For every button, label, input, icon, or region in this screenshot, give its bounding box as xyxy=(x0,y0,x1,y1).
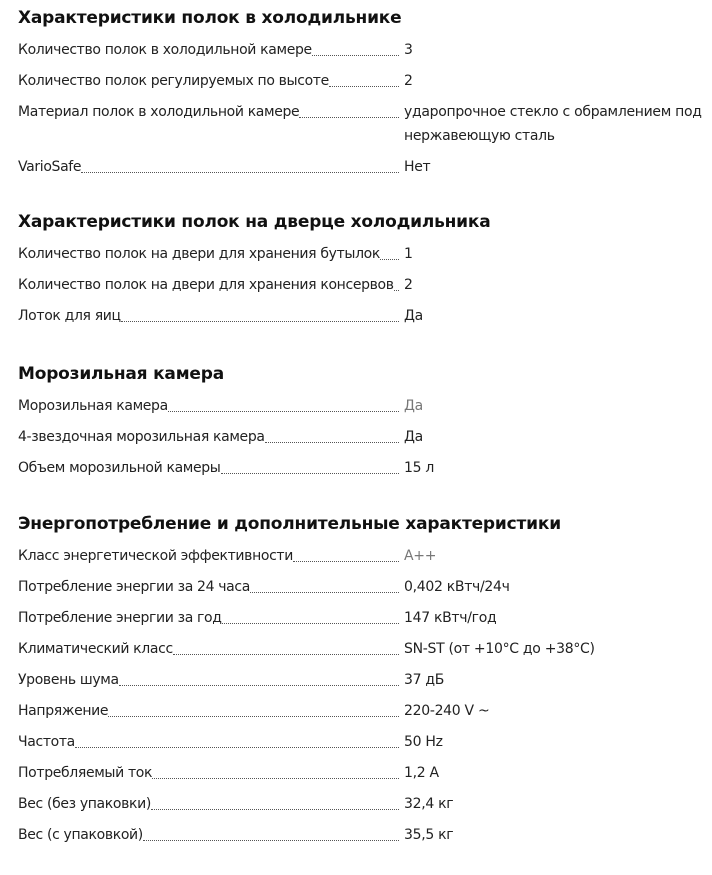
dotted-leader xyxy=(152,777,399,779)
spec-label: Напряжение xyxy=(18,703,109,719)
dotted-leader xyxy=(312,54,399,56)
dotted-leader xyxy=(250,591,399,593)
dotted-leader xyxy=(265,441,399,443)
spec-value: 2 xyxy=(404,73,413,89)
spec-value: SN-ST (от +10°C до +38°C) xyxy=(404,641,595,657)
spec-label: Потребляемый ток xyxy=(18,765,153,781)
dotted-leader xyxy=(222,622,399,624)
spec-label: Вес (с упаковкой) xyxy=(18,827,143,843)
spec-value: 3 xyxy=(404,42,413,58)
dotted-leader xyxy=(151,808,399,810)
dotted-leader xyxy=(394,289,399,291)
dotted-leader xyxy=(293,560,399,562)
spec-value: 220-240 V ~ xyxy=(404,703,490,719)
section-title: Характеристики полок в холодильнике xyxy=(18,8,402,28)
spec-row xyxy=(18,38,712,62)
spec-row xyxy=(18,425,712,449)
spec-value: 37 дБ xyxy=(404,672,445,688)
section-fridge-shelves xyxy=(18,6,712,186)
spec-value: 2 xyxy=(404,277,413,293)
spec-row xyxy=(18,637,712,661)
dotted-leader xyxy=(121,320,399,322)
spec-label: Потребление энергии за 24 часа xyxy=(18,579,250,595)
spec-row xyxy=(18,823,712,847)
spec-label: Объем морозильной камеры xyxy=(18,460,221,476)
spec-row xyxy=(18,100,712,148)
spec-label: Морозильная камера xyxy=(18,398,168,414)
spec-row xyxy=(18,699,712,723)
spec-row xyxy=(18,304,712,328)
spec-value: 147 кВтч/год xyxy=(404,610,497,626)
spec-row xyxy=(18,544,712,568)
section-title: Энергопотребление и дополнительные характеристики xyxy=(18,514,561,534)
spec-row xyxy=(18,761,712,785)
spec-value: 1 xyxy=(404,246,413,262)
spec-value: A++ xyxy=(404,548,437,564)
spec-label: Количество полок регулируемых по высоте xyxy=(18,73,329,89)
dotted-leader xyxy=(75,746,399,748)
spec-row xyxy=(18,155,712,179)
spec-label: Уровень шума xyxy=(18,672,119,688)
spec-row xyxy=(18,273,712,297)
spec-value: 0,402 кВтч/24ч xyxy=(404,579,510,595)
spec-label: VarioSafe xyxy=(18,159,82,175)
spec-row xyxy=(18,668,712,692)
spec-row xyxy=(18,394,712,418)
section-freezer xyxy=(18,362,712,487)
spec-row xyxy=(18,792,712,816)
dotted-leader xyxy=(173,653,399,655)
spec-label: Потребление энергии за год xyxy=(18,610,222,626)
dotted-leader xyxy=(168,410,399,412)
spec-value: ударопрочное стекло с обрамлением под нержавеющую сталь xyxy=(404,104,702,144)
dotted-leader xyxy=(143,839,399,841)
section-title: Характеристики полок на дверце холодильника xyxy=(18,212,491,232)
spec-label: Количество полок на двери для хранения консервов xyxy=(18,277,394,293)
spec-value: Да xyxy=(404,398,423,414)
dotted-leader xyxy=(329,85,399,87)
spec-label: Класс энергетической эффективности xyxy=(18,548,293,564)
spec-label: Климатический класс xyxy=(18,641,173,657)
spec-value: 15 л xyxy=(404,460,435,476)
spec-row xyxy=(18,69,712,93)
spec-label: Вес (без упаковки) xyxy=(18,796,151,812)
section-title: Морозильная камера xyxy=(18,364,224,384)
spec-label: 4-звездочная морозильная камера xyxy=(18,429,265,445)
spec-value: 32,4 кг xyxy=(404,796,454,812)
spec-label: Лоток для яиц xyxy=(18,308,121,324)
spec-label: Количество полок в холодильной камере xyxy=(18,42,312,58)
section-energy xyxy=(18,512,712,854)
dotted-leader xyxy=(119,684,399,686)
spec-value: 50 Hz xyxy=(404,734,443,750)
spec-row xyxy=(18,606,712,630)
section-door-shelves xyxy=(18,210,712,335)
dotted-leader xyxy=(81,171,399,173)
spec-row xyxy=(18,730,712,754)
dotted-leader xyxy=(221,472,399,474)
spec-label: Материал полок в холодильной камере xyxy=(18,104,300,120)
spec-value: Нет xyxy=(404,159,431,175)
spec-row xyxy=(18,575,712,599)
dotted-leader xyxy=(108,715,399,717)
spec-value: 1,2 A xyxy=(404,765,439,781)
spec-row xyxy=(18,242,712,266)
spec-row xyxy=(18,456,712,480)
spec-value: Да xyxy=(404,308,423,324)
dotted-leader xyxy=(380,258,399,260)
spec-label: Частота xyxy=(18,734,75,750)
dotted-leader xyxy=(299,116,399,118)
spec-label: Количество полок на двери для хранения бутылок xyxy=(18,246,380,262)
spec-value: Да xyxy=(404,429,423,445)
spec-value: 35,5 кг xyxy=(404,827,454,843)
